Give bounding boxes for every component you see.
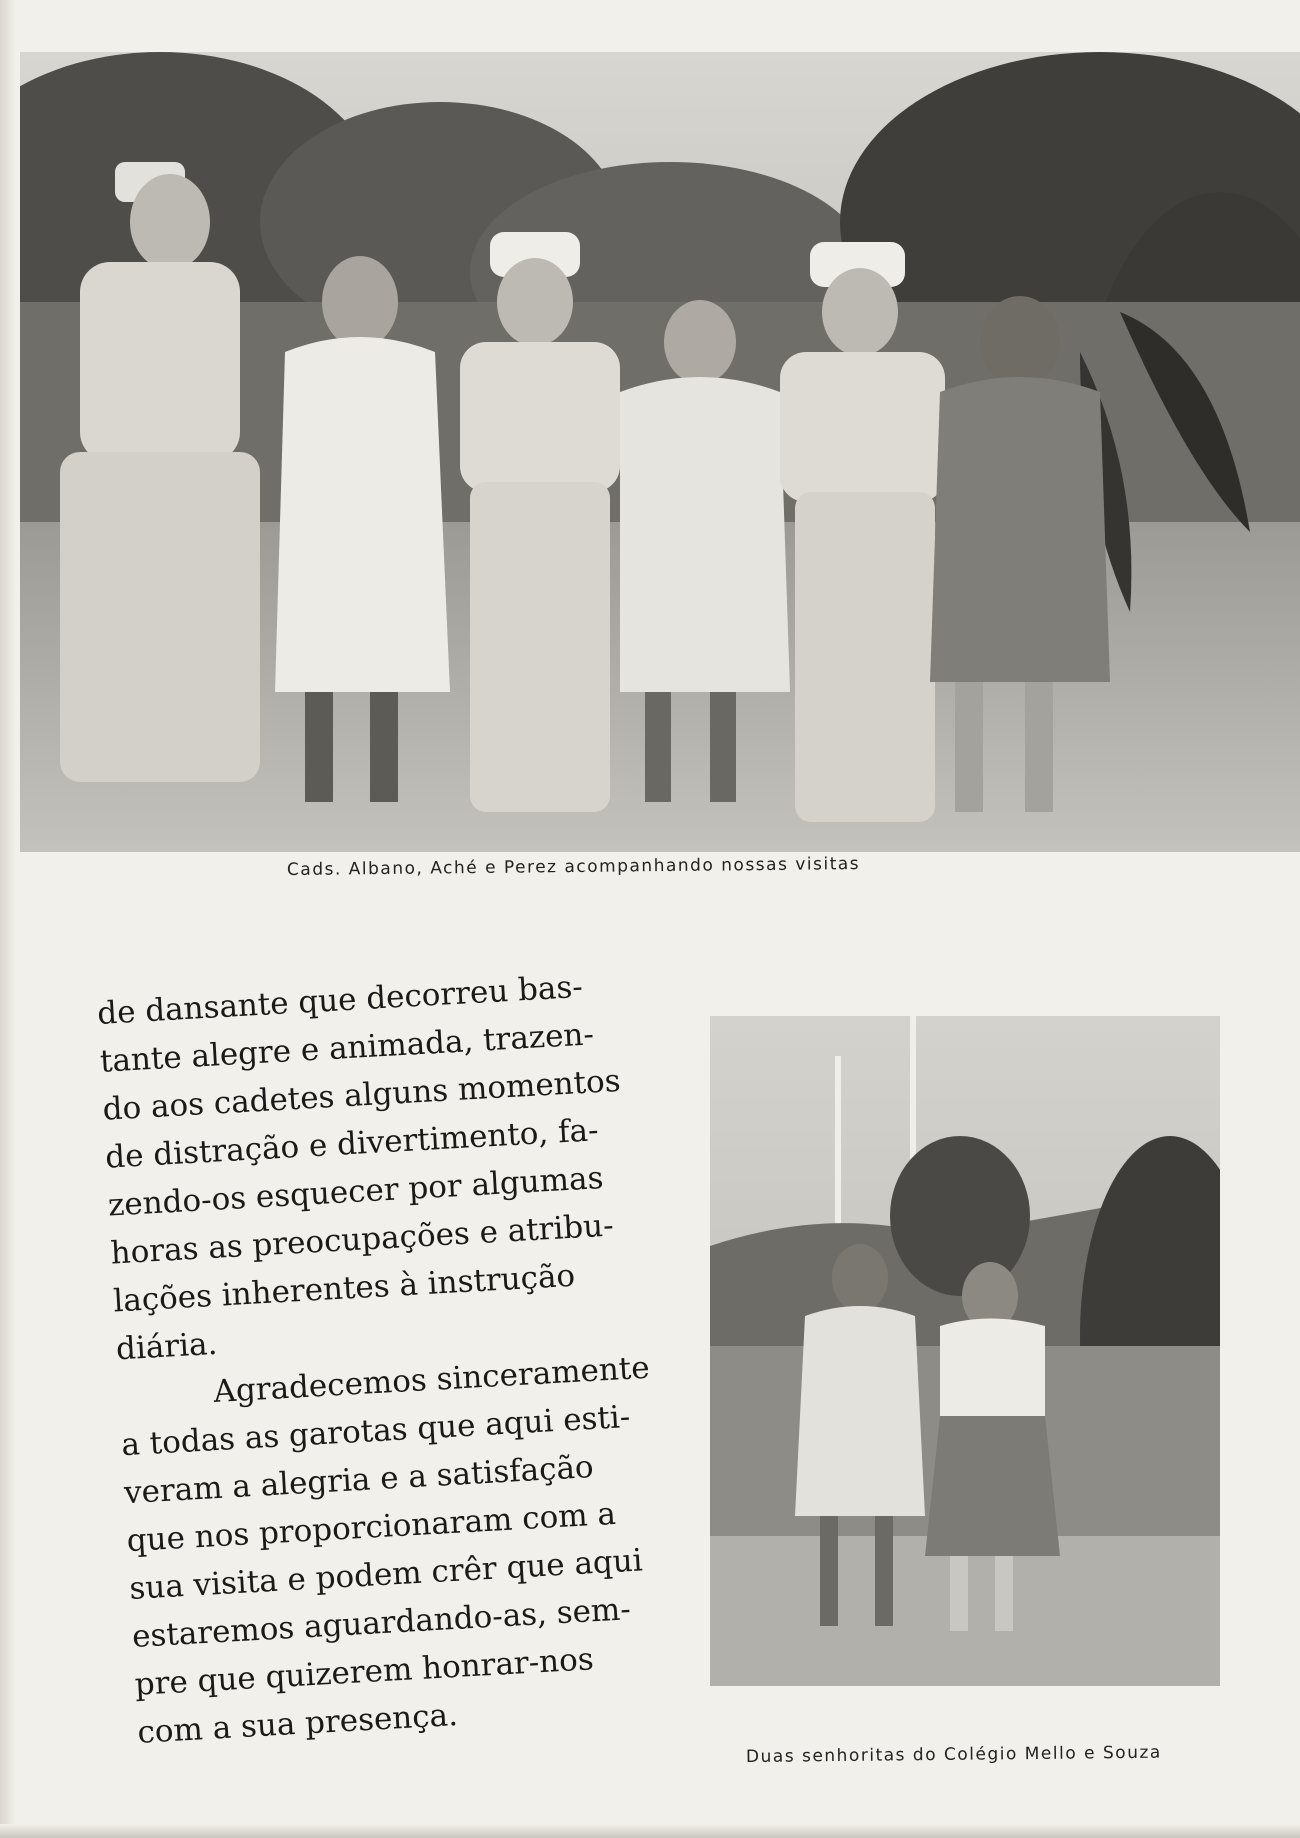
group-photo (20, 52, 1300, 852)
text-line: tante alegre e animada, trazen- (99, 1016, 595, 1080)
text-line: horas as preocupações e atribu- (109, 1207, 615, 1272)
page-edge (0, 0, 16, 1838)
text-line: de dansante que decorreu bas- (96, 968, 584, 1032)
text-line: lações inherentes à instrução (112, 1257, 576, 1320)
text-line: com a sua presença. (136, 1696, 459, 1751)
text-line: veram a alegria e a satisfação (123, 1449, 595, 1512)
visitors-photo-caption: Duas senhoritas do Colégio Mello e Souza (745, 1742, 1162, 1767)
text-line: pre que quizerem honrar-nos (133, 1641, 595, 1703)
text-line: diária. (115, 1325, 219, 1368)
paragraph-2 (117, 1340, 737, 1757)
group-photo-image (20, 52, 1300, 852)
page-edge (0, 1824, 1300, 1838)
article-body (96, 957, 738, 1757)
text-line: que nos proporcionaram com a (125, 1495, 617, 1560)
visitors-photo-image (710, 1016, 1220, 1686)
text-line: sua visita e podem crêr que aqui (128, 1542, 644, 1608)
text-line: de distração e divertimento, fa- (104, 1112, 600, 1176)
text-line: estaremos aguardando-as, sem- (131, 1591, 632, 1655)
text-line: do aos cadetes alguns momentos (101, 1062, 622, 1128)
visitors-photo (710, 1016, 1220, 1686)
text-line: a todas as garotas que aqui esti- (120, 1398, 632, 1464)
paragraph-1 (96, 957, 716, 1374)
text-line: Agradecemos sinceramente (212, 1349, 651, 1411)
text-line: zendo-os esquecer por algumas (107, 1160, 605, 1224)
group-photo-caption: Cads. Albano, Aché e Perez acompanhando nossas visitas (286, 853, 861, 880)
